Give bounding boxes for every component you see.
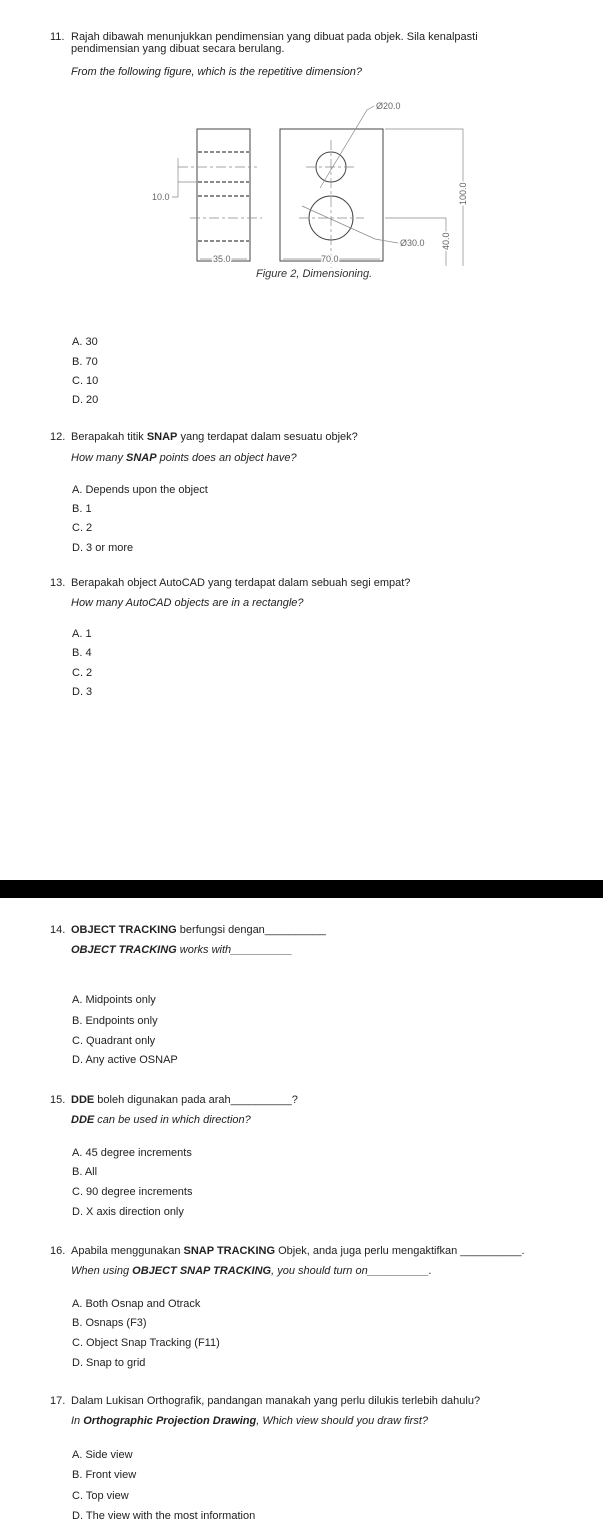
front-view-outline [280, 129, 383, 261]
option-14-b[interactable]: B. Endpoints only [72, 1015, 158, 1027]
option-12-c[interactable]: C. 2 [72, 522, 93, 534]
label-40: 40.0 [441, 232, 451, 250]
question-13-number: 13. [50, 577, 66, 589]
option-16-b[interactable]: B. Osnaps (F3) [72, 1317, 147, 1329]
option-16-c[interactable]: C. Object Snap Tracking (F11) [72, 1337, 220, 1349]
question-11-number: 11. [50, 31, 65, 43]
question-11-english: From the following figure, which is the repetitive dimension? [71, 66, 363, 78]
question-15-text: DDE boleh digunakan pada arah__________? [71, 1094, 298, 1106]
option-13-c[interactable]: C. 2 [72, 667, 93, 679]
label-35: 35.0 [213, 254, 231, 264]
option-16-d[interactable]: D. Snap to grid [72, 1357, 146, 1369]
question-15-number: 15. [50, 1094, 66, 1106]
option-12-b[interactable]: B. 1 [72, 503, 92, 515]
option-14-a[interactable]: A. Midpoints only [72, 994, 156, 1006]
option-13-d[interactable]: D. 3 [72, 686, 93, 698]
question-14-text: OBJECT TRACKING berfungsi dengan__________ [71, 924, 326, 936]
question-15-english: DDE can be used in which direction? [71, 1114, 251, 1126]
label-d20: Ø20.0 [376, 101, 401, 111]
option-12-d[interactable]: D. 3 or more [72, 542, 134, 554]
option-14-d[interactable]: D. Any active OSNAP [72, 1054, 178, 1066]
dimensioning-figure [0, 0, 603, 290]
question-12-english: How many SNAP points does an object have? [71, 452, 297, 464]
label-100: 100.0 [458, 182, 468, 205]
option-15-d[interactable]: D. X axis direction only [72, 1206, 184, 1218]
question-17-text: Dalam Lukisan Orthografik, pandangan manakah yang perlu dilukis terlebih dahulu? [71, 1395, 481, 1407]
page-separator-bar [0, 880, 603, 898]
question-17-english: In Orthographic Projection Drawing, Which view should you draw first? [71, 1415, 428, 1427]
option-11-b[interactable]: B. 70 [72, 356, 98, 368]
question-13-english: How many AutoCAD objects are in a rectangle? [71, 597, 304, 609]
question-16-english: When using OBJECT SNAP TRACKING, you should turn on__________. [71, 1265, 432, 1277]
option-11-a[interactable]: A. 30 [72, 336, 98, 348]
option-15-b[interactable]: B. All [72, 1166, 98, 1178]
option-17-c[interactable]: C. Top view [72, 1490, 129, 1502]
question-16-text: Apabila menggunakan SNAP TRACKING Objek, anda juga perlu mengaktifkan __________. [71, 1245, 525, 1257]
option-13-b[interactable]: B. 4 [72, 647, 92, 659]
option-15-c[interactable]: C. 90 degree increments [72, 1186, 193, 1198]
question-14-english: OBJECT TRACKING works with__________ [71, 944, 293, 956]
option-17-b[interactable]: B. Front view [72, 1469, 137, 1481]
label-10: 10.0 [152, 192, 170, 202]
option-11-d[interactable]: D. 20 [72, 394, 99, 406]
option-14-c[interactable]: C. Quadrant only [72, 1035, 156, 1047]
label-70: 70.0 [321, 254, 339, 264]
question-17-number: 17. [50, 1395, 66, 1407]
option-17-a[interactable]: A. Side view [72, 1449, 133, 1461]
question-14-number: 14. [50, 924, 66, 936]
question-13-text: Berapakah object AutoCAD yang terdapat dalam sebuah segi empat? [71, 577, 411, 589]
option-17-d[interactable]: D. The view with the most information [72, 1510, 256, 1520]
option-13-a[interactable]: A. 1 [72, 628, 92, 640]
question-12-text: Berapakah titik SNAP yang terdapat dalam sesuatu objek? [71, 431, 358, 443]
question-11-text-line2: pendimensian yang dibuat secara berulang. [71, 43, 285, 55]
figure-caption: Figure 2, Dimensioning. [256, 268, 373, 280]
option-15-a[interactable]: A. 45 degree increments [72, 1147, 192, 1159]
label-d30: Ø30.0 [400, 238, 425, 248]
option-12-a[interactable]: A. Depends upon the object [72, 484, 208, 496]
question-12-number: 12. [50, 431, 66, 443]
option-16-a[interactable]: A. Both Osnap and Otrack [72, 1298, 201, 1310]
option-11-c[interactable]: C. 10 [72, 375, 99, 387]
question-11-text-line1: Rajah dibawah menunjukkan pendimensian yang dibuat pada objek. Sila kenalpasti [71, 31, 478, 43]
question-16-number: 16. [50, 1245, 66, 1257]
